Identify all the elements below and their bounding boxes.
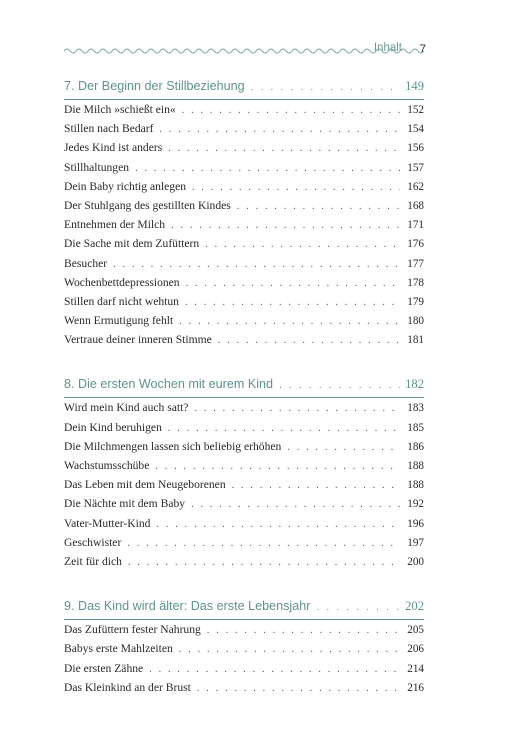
chapter-title: 9. Das Kind wird älter: Das erste Lebensjahr — [64, 599, 311, 614]
toc-entry[interactable] — [64, 398, 424, 417]
entry-page: 188 — [407, 479, 424, 492]
chapter-title: 8. Die ersten Wochen mit eurem Kind — [64, 377, 274, 392]
running-header-title: Inhalt — [373, 42, 402, 54]
leader-dots — [218, 331, 400, 350]
toc-entry[interactable] — [64, 620, 424, 639]
entry-title: Der Stuhlgang des gestillten Kindes — [64, 198, 231, 212]
toc-entry[interactable] — [64, 456, 424, 475]
leader-dots — [149, 660, 400, 679]
toc-section — [64, 595, 424, 697]
toc-entry[interactable] — [64, 215, 424, 234]
entry-page: 154 — [407, 123, 424, 136]
chapter-heading[interactable] — [64, 75, 424, 97]
entry-page: 157 — [407, 161, 424, 174]
entry-title: Vertraue deiner inneren Stimme — [64, 333, 212, 347]
section-gap — [64, 581, 424, 595]
entry-page: 180 — [407, 315, 424, 328]
leader-dots — [205, 235, 400, 254]
entry-page: 216 — [407, 681, 424, 694]
entry-title: Dein Baby richtig anlegen — [64, 179, 187, 193]
leader-dots — [197, 679, 400, 698]
leader-dots — [155, 457, 400, 476]
entry-page: 205 — [407, 624, 424, 637]
entry-page: 156 — [407, 142, 424, 155]
leader-dots — [287, 438, 400, 457]
entry-title: Das Zufüttern fester Nahrung — [64, 623, 201, 637]
wavy-divider — [64, 46, 424, 56]
entry-page: 152 — [407, 104, 424, 116]
toc-entry[interactable] — [64, 196, 424, 215]
toc-entry[interactable] — [64, 437, 424, 456]
entry-title: Die Milch »schießt ein« — [64, 103, 176, 116]
chapter-page: 182 — [405, 377, 424, 392]
entry-title: Babys erste Mahlzeiten — [64, 642, 173, 656]
toc-entry[interactable] — [64, 475, 424, 494]
entry-page: 181 — [407, 334, 424, 347]
toc-entry[interactable] — [64, 418, 424, 437]
toc-entry[interactable] — [64, 678, 424, 697]
leader-dots — [128, 553, 400, 572]
leader-dots — [135, 159, 400, 178]
leader-dots — [191, 495, 400, 514]
entry-title: Zeit für dich — [64, 554, 122, 568]
toc-entry[interactable] — [64, 119, 424, 138]
entry-title: Wird mein Kind auch satt? — [64, 401, 189, 415]
entry-page: 196 — [407, 517, 424, 530]
entry-title: Wachstumsschübe — [64, 459, 150, 472]
entry-title: Die Nächte mit dem Baby — [64, 497, 186, 511]
entry-page: 179 — [407, 295, 424, 308]
leader-dots — [186, 274, 400, 293]
entry-page: 186 — [407, 440, 424, 453]
leader-dots — [192, 178, 400, 197]
entry-title: Das Kleinkind an der Brust — [64, 680, 191, 694]
entry-title: Jedes Kind ist anders — [64, 141, 163, 155]
leader-dots — [316, 597, 400, 619]
entry-page: 185 — [407, 421, 424, 434]
entry-title: Wenn Ermutigung fehlt — [64, 314, 174, 328]
toc-entry[interactable] — [64, 234, 424, 253]
entry-page: 178 — [407, 276, 424, 289]
page-number: 7 — [419, 42, 426, 56]
toc-entry[interactable] — [64, 533, 424, 552]
leader-dots — [232, 476, 400, 495]
entry-title: Entnehmen der Milch — [64, 218, 166, 232]
leader-dots — [251, 77, 400, 99]
leader-dots — [185, 293, 400, 312]
entry-title: Vater-Mutter-Kind — [64, 516, 151, 530]
chapter-heading[interactable] — [64, 595, 424, 617]
toc-entry[interactable] — [64, 311, 424, 330]
toc-entry[interactable] — [64, 330, 424, 349]
chapter-heading[interactable] — [64, 373, 424, 395]
section-gap — [64, 359, 424, 373]
entry-title: Stillhaltungen — [64, 160, 130, 174]
entry-page: 168 — [407, 199, 424, 212]
leader-dots — [113, 255, 400, 274]
entry-title: Die Sache mit dem Zufüttern — [64, 237, 200, 251]
entry-title: Geschwister — [64, 535, 122, 549]
chapter-page: 149 — [405, 79, 424, 93]
entry-page: 192 — [407, 498, 424, 511]
entry-title: Die Milchmengen lassen sich beliebig erhöhen — [64, 439, 282, 453]
entry-page: 197 — [407, 536, 424, 549]
entry-title: Die ersten Zähne — [64, 661, 144, 675]
entry-title: Wochenbettdepressionen — [64, 275, 180, 289]
entry-title: Dein Kind beruhigen — [64, 420, 162, 434]
leader-dots — [168, 139, 400, 158]
toc-entry[interactable] — [64, 138, 424, 157]
entry-page: 200 — [407, 555, 424, 568]
entry-title: Stillen darf nicht wehtun — [64, 294, 179, 308]
leader-dots — [207, 621, 400, 640]
leader-dots — [171, 216, 400, 235]
leader-dots — [182, 101, 400, 120]
chapter-title: 7. Der Beginn der Stillbeziehung — [64, 79, 245, 93]
entry-title: Besucher — [64, 256, 108, 270]
entry-page: 177 — [407, 257, 424, 270]
leader-dots — [194, 399, 400, 418]
toc-entry[interactable] — [64, 292, 424, 311]
toc-section — [64, 373, 424, 571]
leader-dots — [179, 640, 400, 659]
entry-page: 162 — [407, 180, 424, 193]
toc-entry[interactable] — [64, 552, 424, 571]
toc-section — [64, 75, 424, 349]
leader-dots — [179, 312, 400, 331]
toc-entry[interactable] — [64, 494, 424, 513]
leader-dots — [156, 515, 400, 534]
toc-entry[interactable] — [64, 158, 424, 177]
leader-dots — [279, 375, 400, 397]
entry-page: 188 — [407, 460, 424, 472]
table-of-contents — [64, 75, 424, 707]
toc-entry[interactable] — [64, 273, 424, 292]
entry-page: 176 — [407, 238, 424, 251]
entry-title: Das Leben mit dem Neugeborenen — [64, 478, 226, 492]
entry-page: 206 — [407, 643, 424, 656]
toc-entry[interactable] — [64, 100, 424, 119]
entry-page: 171 — [407, 219, 424, 232]
leader-dots — [237, 197, 400, 216]
leader-dots — [168, 419, 400, 438]
entry-page: 214 — [407, 662, 424, 675]
toc-entry[interactable] — [64, 514, 424, 533]
entry-title: Stillen nach Bedarf — [64, 122, 154, 136]
leader-dots — [127, 534, 400, 553]
chapter-page: 202 — [405, 599, 424, 614]
toc-entry[interactable] — [64, 254, 424, 273]
toc-entry[interactable] — [64, 177, 424, 196]
leader-dots — [160, 120, 400, 139]
entry-page: 183 — [407, 402, 424, 415]
toc-entry[interactable] — [64, 639, 424, 658]
toc-entry[interactable] — [64, 659, 424, 678]
